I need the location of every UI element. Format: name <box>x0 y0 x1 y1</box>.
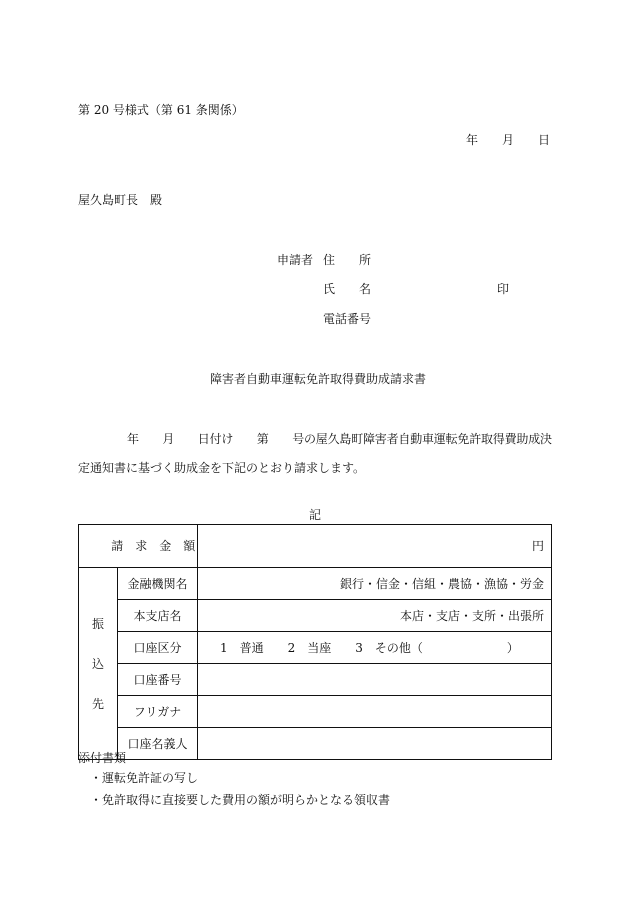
bank-name-value: 銀行・信金・信組・農協・漁協・労金 <box>198 568 552 600</box>
transfer-label-char: 振 <box>91 616 104 631</box>
transfer-label-char: 先 <box>91 696 104 711</box>
amount-label: 請 求 金 額 <box>111 539 196 553</box>
furigana-value <box>198 696 552 728</box>
bank-name-label: 金融機関名 <box>118 568 198 600</box>
date-line: 年 月 日 <box>465 133 550 147</box>
furigana-label: フリガナ <box>118 696 198 728</box>
body-line-2: 定通知書に基づく助成金を下記のとおり請求します。 <box>78 461 366 475</box>
body-line-1: 年 月 日付け 第 号の屋久島町障害者自動車運転免許取得費助成決 <box>127 432 552 446</box>
table-row <box>79 632 552 664</box>
transfer-label-char: 込 <box>91 656 104 671</box>
table-row <box>79 568 552 600</box>
amount-label-cell <box>79 525 198 568</box>
attachment-item: ・免許取得に直接要した費用の額が明らかとなる領収書 <box>90 793 391 807</box>
seal-mark: 印 <box>497 282 510 296</box>
attachments-heading: 添付書類 <box>78 751 127 765</box>
transfer-label-cell <box>79 568 118 760</box>
name-label: 氏 名 <box>323 282 372 296</box>
applicant-label: 申請者 <box>277 253 314 267</box>
form-number: 第 20 号様式（第 61 条関係） <box>78 103 244 117</box>
branch-name-label: 本支店名 <box>118 600 198 632</box>
address-label: 住 所 <box>323 253 372 267</box>
document-title: 障害者自動車運転免許取得費助成請求書 <box>210 372 427 386</box>
amount-row <box>79 525 552 568</box>
addressee: 屋久島町長 殿 <box>78 193 163 207</box>
table-row <box>79 696 552 728</box>
table-row <box>79 664 552 696</box>
phone-label: 電話番号 <box>323 312 372 326</box>
table-row <box>79 728 552 760</box>
attachment-item: ・運転免許証の写し <box>90 771 199 785</box>
account-holder-label: 口座名義人 <box>118 728 198 760</box>
request-form-table <box>78 524 552 760</box>
account-type-label: 口座区分 <box>118 632 198 664</box>
account-number-value <box>198 664 552 696</box>
branch-name-value: 本店・支店・支所・出張所 <box>198 600 552 632</box>
amount-value-cell <box>198 525 552 568</box>
account-number-label: 口座番号 <box>118 664 198 696</box>
amount-unit: 円 <box>531 539 544 553</box>
table-row <box>79 600 552 632</box>
account-holder-value <box>198 728 552 760</box>
ki-heading: 記 <box>309 508 322 522</box>
account-type-value: 1 普通 2 当座 3 その他（ ） <box>198 632 552 664</box>
